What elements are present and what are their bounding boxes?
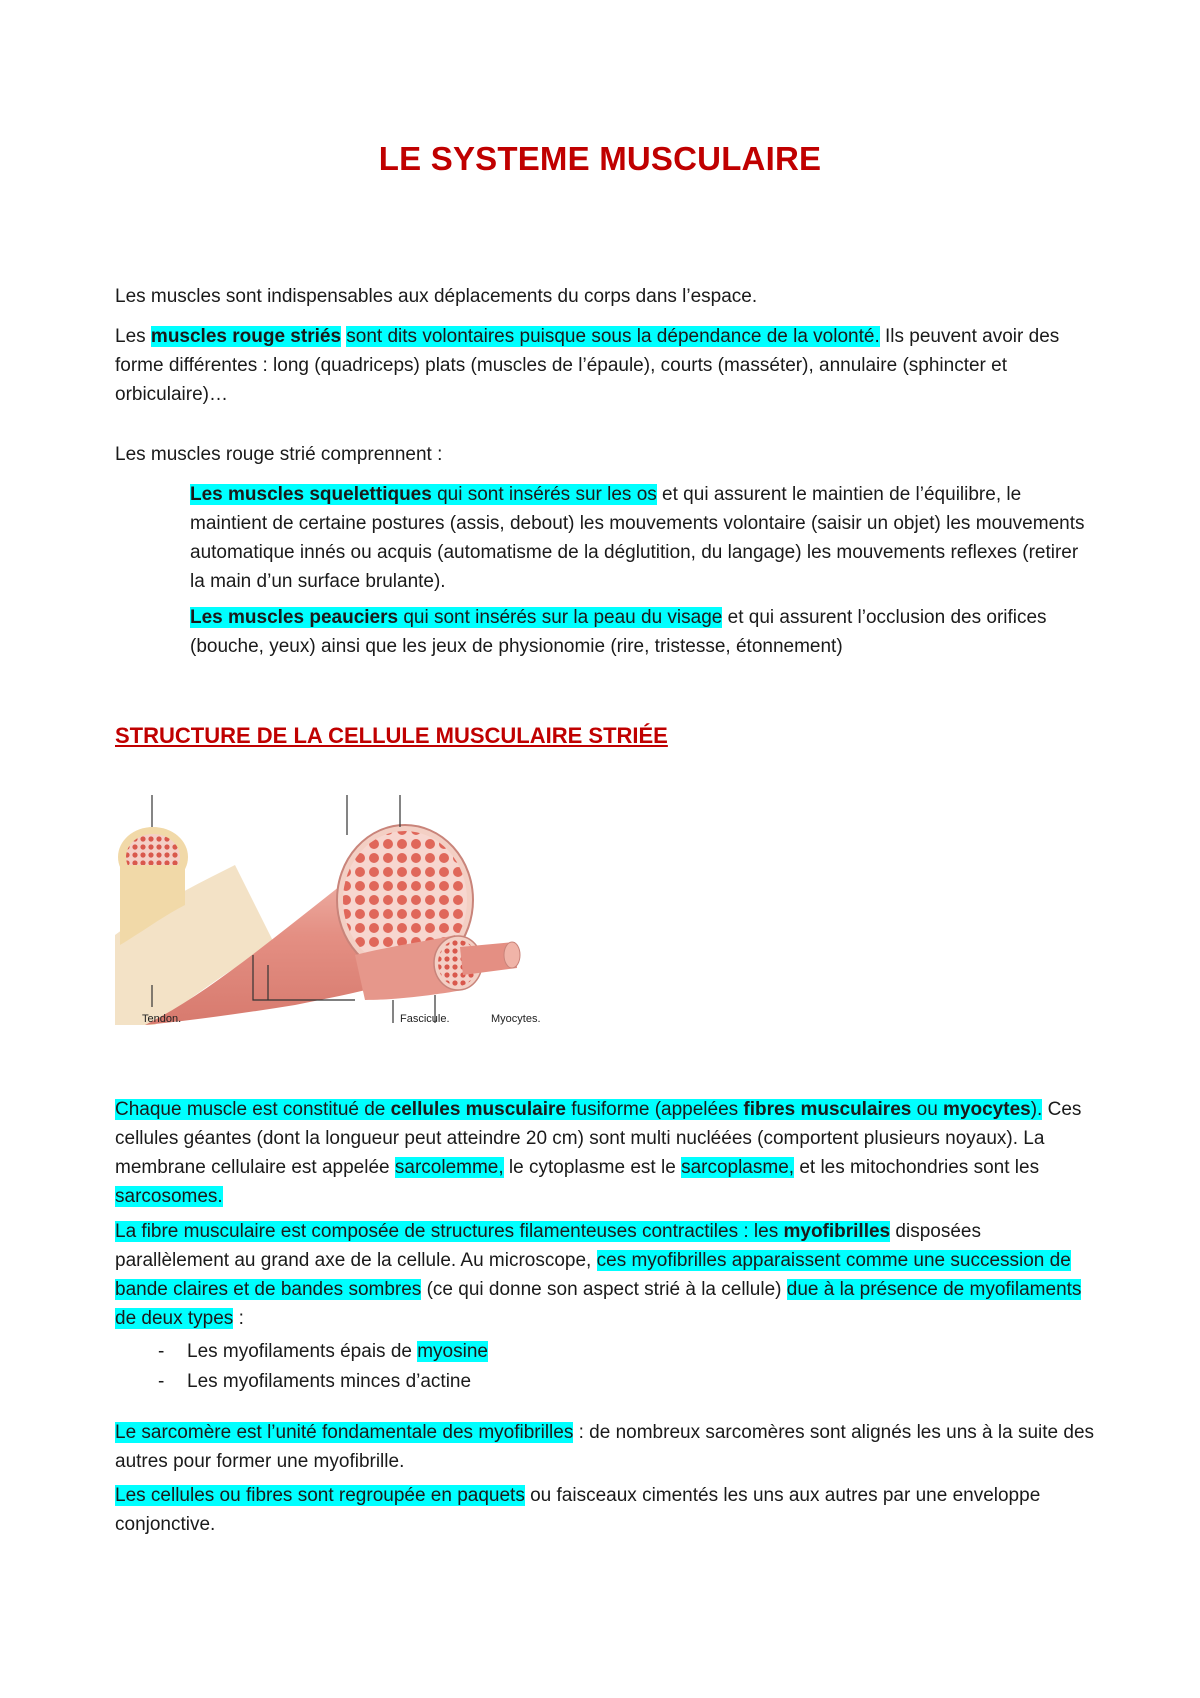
- figure-label-tendon: Tendon.: [142, 1013, 182, 1025]
- highlight-myosine: myosine: [417, 1341, 488, 1362]
- list-text: Les myofilaments minces d’actine: [187, 1371, 472, 1392]
- highlight-bold-span: myocytes: [943, 1099, 1031, 1120]
- text-span: et qui assurent le maintien de l’équilibre, le: [656, 484, 1022, 505]
- paragraph-sarcomere: [115, 1418, 1100, 1476]
- highlight-span: La fibre musculaire est composée de structures filamenteuses contractiles : les: [115, 1221, 784, 1242]
- highlight-span: Chaque muscle est constitué de: [115, 1099, 391, 1120]
- highlight-peauciers-bold: Les muscles peauciers: [190, 607, 399, 628]
- list-item: [115, 1337, 488, 1367]
- highlight-paquets: Les cellules ou fibres sont regroupée en paquets: [115, 1485, 525, 1506]
- text-span: (bouche, yeux) ainsi que les jeux de physionomie (rire, tristesse, étonnement): [190, 636, 843, 657]
- highlight-peauciers: qui sont insérés sur la peau du visage: [398, 607, 723, 628]
- text-span: Ils peuvent avoir des forme différentes : long (quadriceps) plats (muscles de l’épaule), courts (masséter), annulaire (sphincter et orbiculaire)…: [115, 326, 1060, 405]
- text-span: :: [233, 1308, 244, 1329]
- highlight-bold-span: fibres musculaires: [743, 1099, 912, 1120]
- figure-label-fascicule: Fascicule.: [400, 1013, 450, 1025]
- list-text: Les myofilaments épais de: [187, 1341, 418, 1362]
- paragraph-myofibrilles: [115, 1217, 1100, 1333]
- text-span: maintient de certaine postures (assis, debout) les mouvements volontaire (saisir un objet) les mouvements automatique innés ou acquis (automatisme de la déglutition, du langage) les mouvements reflexes (retirer la main d’un surface brulante).: [190, 513, 1085, 592]
- text-span: : de nombreux sarcomères sont alignés les uns à la suite des autres pour former une myofibrille.: [115, 1422, 1095, 1472]
- highlight-sarcolemme: sarcolemme,: [394, 1157, 504, 1178]
- intro-paragraph: [115, 282, 1100, 311]
- item-muscles-peauciers: [190, 603, 1090, 661]
- text-span: et les mitochondries sont les: [794, 1157, 1040, 1178]
- highlight-span: fusiforme (appelées: [566, 1099, 744, 1120]
- highlight-sarcomere: Le sarcomère est l’unité fondamentale des myofibrilles: [115, 1422, 574, 1443]
- highlight-span: ).: [1030, 1099, 1043, 1120]
- list-dash: -: [158, 1371, 165, 1392]
- myocyte-end: [504, 942, 520, 968]
- highlight-muscles-rouge-stries: muscles rouge striés: [150, 326, 342, 347]
- intro-text: Les muscles sont indispensables aux déplacements du corps dans l’espace.: [115, 286, 758, 307]
- text-span: disposées parallèlement au grand axe de la cellule. Au microscope,: [115, 1221, 981, 1271]
- highlight-span: de bande claires et de bandes sombres: [115, 1250, 1071, 1300]
- highlight-squelettiques: qui sont insérés sur les os: [431, 484, 657, 505]
- list-item: [115, 1367, 488, 1397]
- muscle-structure-illustration: [115, 795, 555, 1030]
- highlight-squelettiques-bold: Les muscles squelettiques: [190, 484, 432, 505]
- text-span: le cytoplasme est le: [503, 1157, 682, 1178]
- highlight-span: ou: [911, 1099, 944, 1120]
- text-span: conjonctive.: [115, 1514, 216, 1535]
- paragraph-faisceaux: [115, 1481, 1100, 1539]
- section-heading: STRUCTURE DE LA CELLULE MUSCULAIRE STRIÉE: [115, 723, 668, 748]
- document-title: LE SYSTEME MUSCULAIRE: [378, 140, 822, 177]
- paragraph-cellules: [115, 1095, 1100, 1211]
- highlight-sarcoplasme: sarcoplasme,: [681, 1157, 795, 1178]
- text-span: Les muscles rouge strié comprennent :: [115, 444, 443, 465]
- text-span: et qui assurent l’occlusion des orifices: [722, 607, 1047, 628]
- highlight-sarcosomes: sarcosomes.: [115, 1186, 223, 1207]
- paragraph-comprennent: [115, 440, 1100, 469]
- paragraph-muscles-rouges: [115, 322, 1100, 409]
- text-span: Ces cellules géantes (dont la longueur peut atteindre 20 cm) sont multi nucléées (comportent plusieurs noyaux). La membrane cellulaire est appelée: [115, 1099, 1082, 1178]
- figure-label-myocytes: Myocytes.: [491, 1013, 541, 1025]
- myofilament-list: [115, 1337, 488, 1397]
- highlight-span: ces myofibrilles apparaissent comme une succession: [596, 1250, 1045, 1271]
- highlight-bold-span: myofibrilles: [783, 1221, 891, 1242]
- text-span: ou faisceaux cimentés les uns aux autres par une enveloppe: [524, 1485, 1041, 1506]
- highlight-bold-span: cellules musculaire: [390, 1099, 566, 1120]
- item-muscles-squelettiques: [190, 480, 1090, 596]
- highlight-volontaires: sont dits volontaires puisque sous la dépendance de la volonté.: [346, 326, 880, 347]
- list-dash: -: [158, 1341, 165, 1362]
- text-span: Les: [115, 326, 151, 347]
- text-span: (ce qui donne son aspect strié à la cellule): [421, 1279, 787, 1300]
- highlight-span: due à la présence de myofilaments de deux types: [115, 1279, 1082, 1329]
